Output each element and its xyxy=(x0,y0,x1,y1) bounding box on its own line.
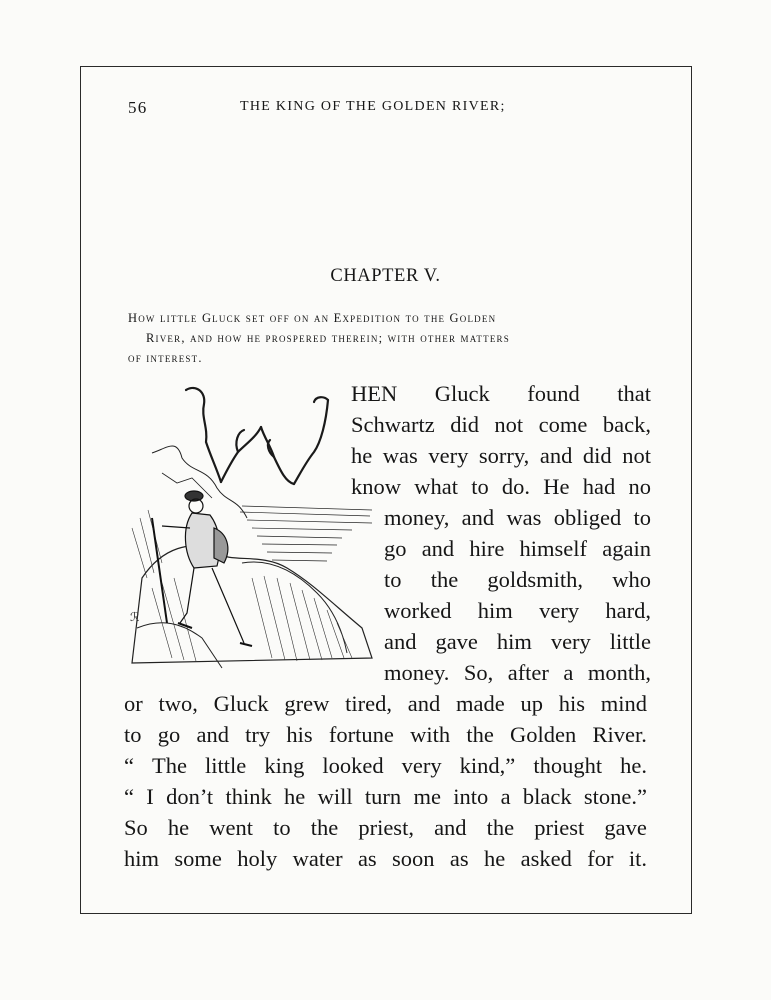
word: goldsmith, xyxy=(487,567,584,592)
text-line xyxy=(384,565,651,595)
word: very xyxy=(550,629,591,654)
word: little xyxy=(609,629,651,654)
word: a xyxy=(500,784,511,809)
word: looked xyxy=(322,753,384,778)
word: to xyxy=(124,722,142,747)
text-line xyxy=(124,844,647,874)
text-line xyxy=(351,379,651,409)
word: again xyxy=(602,536,651,561)
word: The xyxy=(152,753,188,778)
word: grew xyxy=(284,691,330,716)
word: turn xyxy=(364,784,402,809)
svg-text:ℛ: ℛ xyxy=(130,610,140,624)
word: to xyxy=(633,505,651,530)
word: did xyxy=(582,443,612,468)
page-number: 56 xyxy=(128,98,148,117)
word: and xyxy=(461,505,495,530)
word: HEN xyxy=(351,381,398,406)
word: Gluck xyxy=(434,381,490,406)
word: obliged xyxy=(553,505,622,530)
word: for xyxy=(587,846,614,871)
word: me xyxy=(413,784,441,809)
word: found xyxy=(527,381,580,406)
text-line xyxy=(124,751,647,781)
synopsis-line: of interest. xyxy=(128,351,203,365)
word: after xyxy=(507,660,549,685)
word: his xyxy=(558,691,585,716)
word: will xyxy=(317,784,353,809)
text-line xyxy=(351,410,651,440)
word: Schwartz xyxy=(351,412,435,437)
word: money, xyxy=(384,505,450,530)
word: month, xyxy=(587,660,651,685)
word: do. xyxy=(501,474,531,499)
word: was xyxy=(382,443,418,468)
word: or xyxy=(124,691,143,716)
word: holy xyxy=(237,846,278,871)
word: and xyxy=(196,722,229,747)
text-line xyxy=(384,627,651,657)
word: up xyxy=(520,691,543,716)
word: the xyxy=(466,722,494,747)
word: He xyxy=(543,474,570,499)
word: thought xyxy=(533,753,603,778)
word: mind xyxy=(600,691,647,716)
word: no xyxy=(628,474,651,499)
word: it. xyxy=(628,846,647,871)
word: he xyxy=(167,815,190,840)
word: asked xyxy=(520,846,572,871)
word: what xyxy=(414,474,458,499)
word: him xyxy=(477,598,513,623)
word: “ xyxy=(124,784,134,809)
text-line xyxy=(124,813,647,843)
word: priest xyxy=(534,815,585,840)
word: him xyxy=(124,846,160,871)
word: and xyxy=(539,443,573,468)
word: and xyxy=(384,629,417,654)
word: the xyxy=(310,815,339,840)
word: So, xyxy=(463,660,494,685)
word: not xyxy=(494,412,524,437)
word: gave xyxy=(604,815,647,840)
text-line xyxy=(124,689,647,719)
word: hard, xyxy=(605,598,651,623)
word: “ xyxy=(124,753,134,778)
word: little xyxy=(205,753,247,778)
word: did xyxy=(450,412,479,437)
text-line xyxy=(351,441,651,471)
word: hire xyxy=(469,536,505,561)
text-line xyxy=(384,503,651,533)
word: as xyxy=(449,846,469,871)
text-line xyxy=(384,534,651,564)
word: a xyxy=(563,660,574,685)
word: him xyxy=(496,629,532,654)
word: to xyxy=(273,815,291,840)
word: he xyxy=(351,443,373,468)
word: not xyxy=(622,443,651,468)
word: into xyxy=(453,784,489,809)
text-line xyxy=(124,720,647,750)
word: Gluck xyxy=(213,691,269,716)
word: and xyxy=(421,536,455,561)
word: very xyxy=(539,598,580,623)
word: king xyxy=(264,753,305,778)
word: don’t xyxy=(166,784,214,809)
word: So xyxy=(124,815,148,840)
chapter-title: CHAPTER V. xyxy=(330,266,441,286)
word: go xyxy=(157,722,181,747)
synopsis-line: How little Gluck set off on an Expedition to the Golden xyxy=(128,311,497,325)
word: soon xyxy=(392,846,435,871)
word: water xyxy=(292,846,343,871)
word: to xyxy=(384,567,402,592)
word: I xyxy=(146,784,154,809)
text-line xyxy=(384,658,651,688)
text-line xyxy=(351,472,651,502)
word: to xyxy=(471,474,489,499)
word: he xyxy=(484,846,506,871)
word: money. xyxy=(384,660,450,685)
word: priest, xyxy=(358,815,414,840)
word: kind,” xyxy=(459,753,516,778)
word: very xyxy=(428,443,469,468)
word: went xyxy=(209,815,253,840)
word: two, xyxy=(158,691,198,716)
word: tired, xyxy=(345,691,392,716)
word: black xyxy=(522,784,572,809)
word: had xyxy=(582,474,616,499)
word: as xyxy=(357,846,377,871)
word: that xyxy=(617,381,651,406)
word: worked xyxy=(384,598,452,623)
word: was xyxy=(506,505,542,530)
word: he xyxy=(284,784,306,809)
word: made xyxy=(455,691,505,716)
word: back, xyxy=(602,412,651,437)
word: with xyxy=(410,722,451,747)
running-head xyxy=(0,98,771,118)
synopsis-line: River, and how he prospered therein; with other matters xyxy=(146,331,510,345)
word: think xyxy=(225,784,272,809)
word: his xyxy=(286,722,313,747)
word: go xyxy=(384,536,407,561)
word: River. xyxy=(592,722,647,747)
text-line xyxy=(384,596,651,626)
word: fortune xyxy=(328,722,394,747)
word: come xyxy=(538,412,588,437)
word: very xyxy=(401,753,442,778)
word: and xyxy=(434,815,467,840)
word: stone.” xyxy=(583,784,647,809)
word: try xyxy=(245,722,271,747)
word: himself xyxy=(519,536,588,561)
word: sorry, xyxy=(478,443,530,468)
word: gave xyxy=(435,629,478,654)
drop-cap-w xyxy=(176,382,336,502)
word: know xyxy=(351,474,401,499)
word: the xyxy=(430,567,459,592)
word: Golden xyxy=(510,722,577,747)
word: he. xyxy=(620,753,647,778)
word: who xyxy=(612,567,651,592)
word: and xyxy=(407,691,441,716)
text-line xyxy=(124,782,647,812)
chapter-synopsis xyxy=(128,308,652,368)
word: some xyxy=(174,846,222,871)
running-title: THE KING OF THE GOLDEN RIVER; xyxy=(240,99,506,114)
word: the xyxy=(486,815,515,840)
